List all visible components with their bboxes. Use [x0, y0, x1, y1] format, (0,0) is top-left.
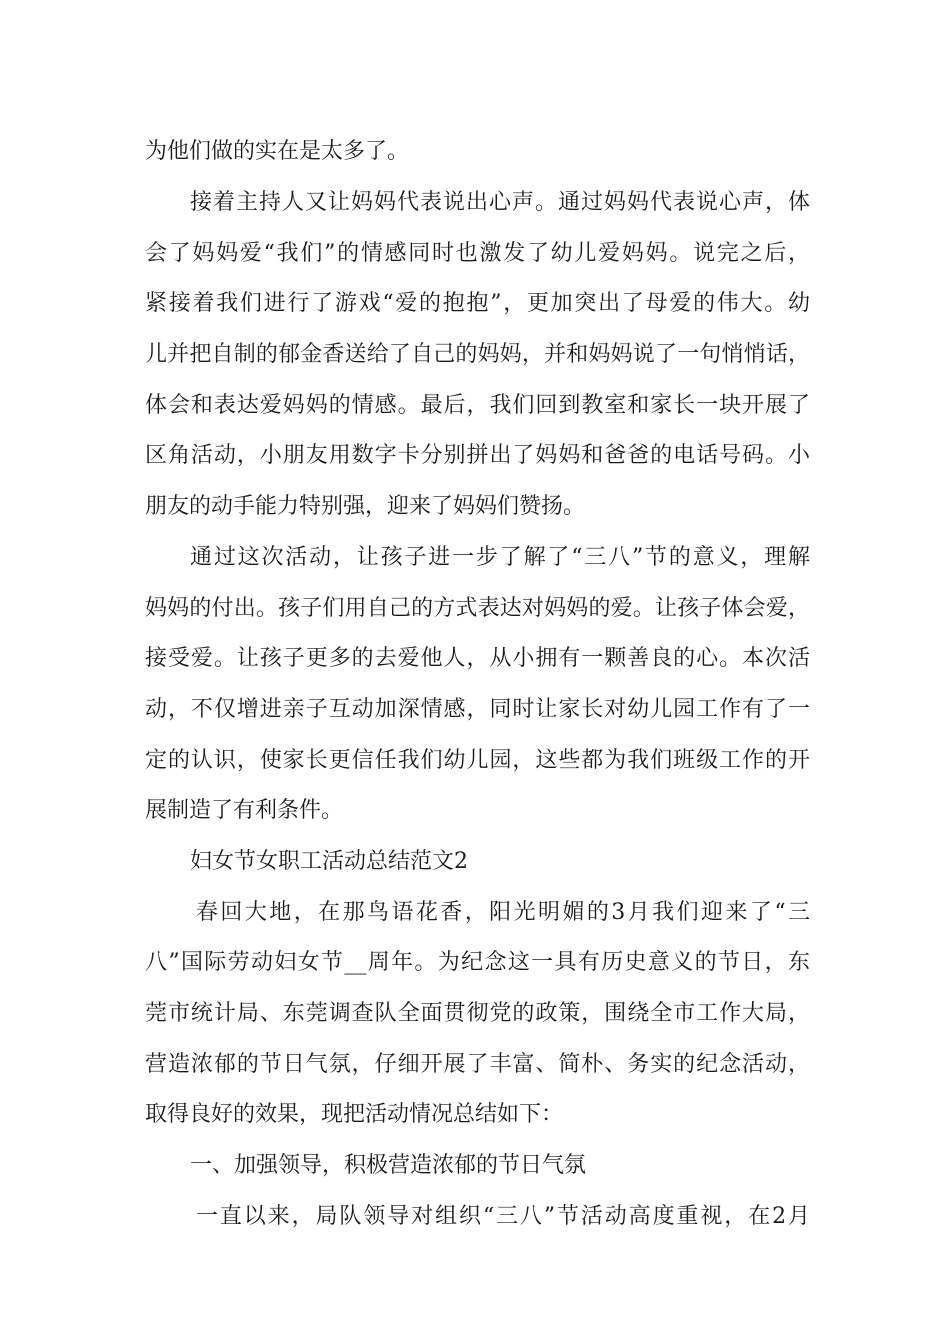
text-line: 体会和表达爱妈妈的情感。最后，我们回到教室和家长一块开展了 — [145, 393, 810, 418]
text-line: 取得良好的效果，现把活动情况总结如下： — [145, 1102, 564, 1127]
text-line: 接受爱。让孩子更多的去爱他人，从小拥有一颗善良的心。本次活 — [145, 646, 810, 671]
text-line: 八”国际劳动妇女节__周年。为纪念这一具有历史意义的节日，东 — [145, 950, 810, 975]
text-line: 妈妈的付出。孩子们用自己的方式表达对妈妈的爱。让孩子体会爱， — [145, 596, 810, 621]
text-line: 紧接着我们进行了游戏“爱的抱抱”，更加突出了母爱的伟大。幼 — [145, 291, 810, 316]
paragraph-first-line: 春回大地，在那鸟语花香，阳光明媚的3月我们迎来了“三 — [196, 900, 810, 925]
text-line: 莞市统计局、东莞调查队全面贯彻党的政策，围绕全市工作大局， — [145, 1001, 810, 1026]
text-line: 会了妈妈爱“我们”的情感同时也激发了幼儿爱妈妈。说完之后， — [145, 241, 810, 266]
paragraph-first-line: 一直以来，局队领导对组织“三八”节活动高度重视，在2月 — [196, 1204, 810, 1229]
subsection-heading: 一、加强领导，积极营造浓郁的节日气氛 — [190, 1153, 587, 1178]
text-line: 儿并把自制的郁金香送给了自己的妈妈，并和妈妈说了一句悄悄话， — [145, 342, 810, 367]
paragraph-first-line: 接着主持人又让妈妈代表说出心声。通过妈妈代表说心声，体 — [190, 190, 810, 215]
text-line: 营造浓郁的节日气氛，仔细开展了丰富、简朴、务实的纪念活动， — [145, 1052, 810, 1077]
text-line: 定的认识，使家长更信任我们幼儿园，这些都为我们班级工作的开 — [145, 748, 810, 773]
paragraph-first-line: 通过这次活动，让孩子进一步了解了“三八”节的意义，理解 — [190, 545, 810, 570]
text-line: 为他们做的实在是太多了。 — [145, 139, 410, 164]
text-line: 动，不仅增进亲子互动加深情感，同时让家长对幼儿园工作有了一 — [145, 697, 810, 722]
text-line: 展制造了有利条件。 — [145, 798, 344, 823]
text-line: 朋友的动手能力特别强，迎来了妈妈们赞扬。 — [145, 494, 586, 519]
text-line: 区角活动，小朋友用数字卡分别拼出了妈妈和爸爸的电话号码。小 — [145, 443, 810, 468]
section-heading: 妇女节女职工活动总结范文2 — [190, 849, 468, 874]
